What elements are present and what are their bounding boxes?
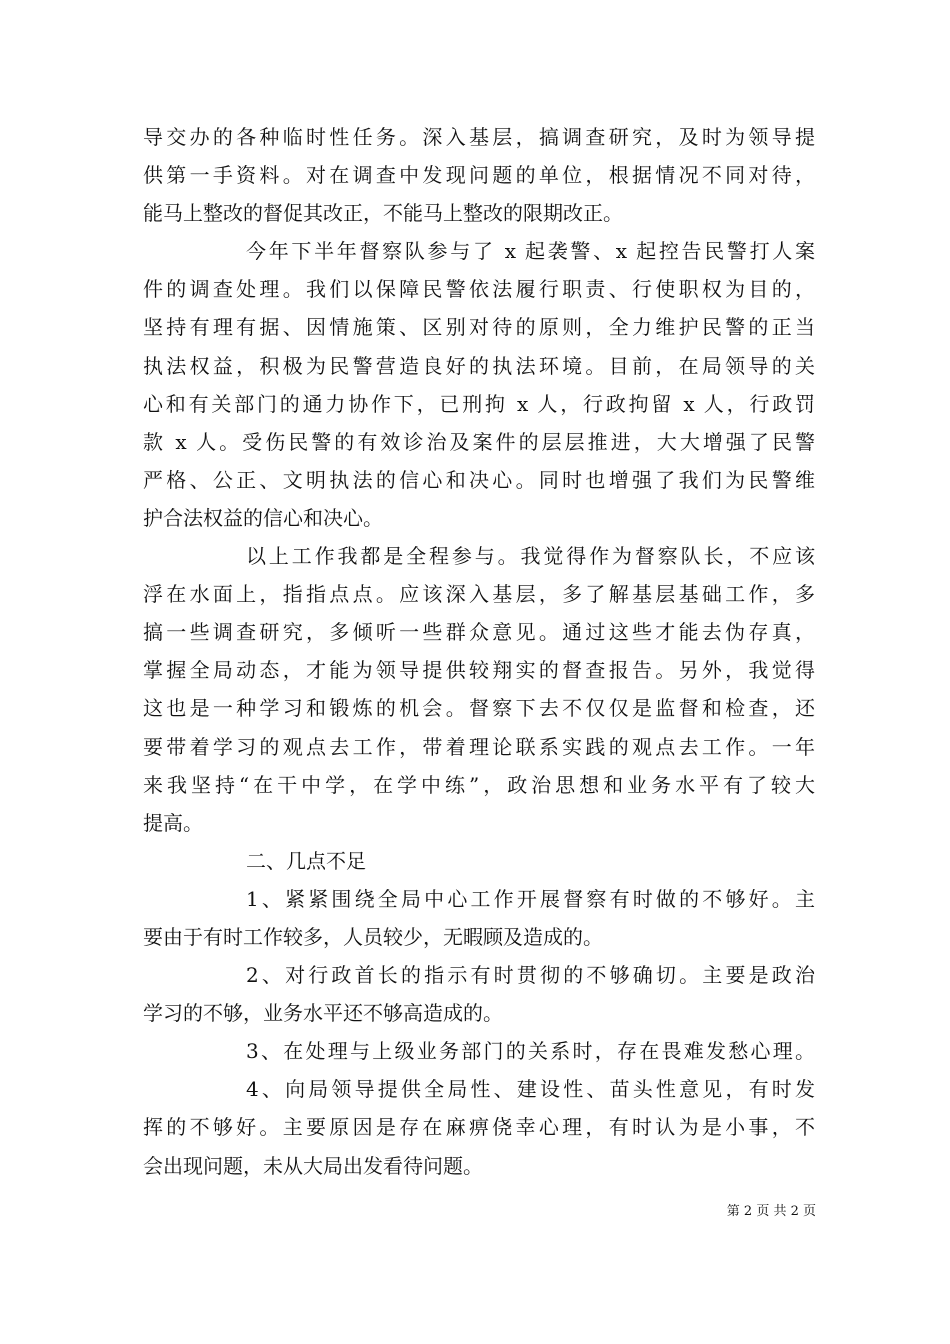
text-line: 导交办的各种临时性任务。深入基层，搞调查研究，及时为领导提	[143, 125, 815, 149]
text-line: 浮在水面上，指指点点。应该深入基层，多了解基层基础工作，多	[143, 582, 815, 607]
text-line: 掌握全局动态，才能为领导提供较翔实的督查报告。另外，我觉得	[143, 658, 815, 683]
list-item-start-line: 1、紧紧围绕全局中心工作开展督察有时做的不够好。主	[246, 886, 815, 911]
document-body	[143, 118, 815, 1185]
paragraph-start-line: 以上工作我都是全程参与。我觉得作为督察队长，不应该	[246, 544, 815, 569]
text-line: 来我坚持“在干中学，在学中练”，政治思想和业务水平有了较大	[143, 772, 815, 797]
list-item-start-line: 4、向局领导提供全局性、建设性、苗头性意见，有时发	[246, 1077, 815, 1102]
text-line: 要由于有时工作较多，人员较少，无暇顾及造成的。	[143, 924, 603, 949]
section-heading: 二、几点不足	[246, 848, 366, 873]
text-line: 这也是一种学习和锻炼的机会。督察下去不仅仅是监督和检查，还	[143, 696, 815, 721]
text-line: 能马上整改的督促其改正，不能马上整改的限期改正。	[143, 201, 623, 226]
list-item-start-line: 3、在处理与上级业务部门的关系时，存在畏难发愁心理。	[246, 1039, 815, 1064]
text-line: 提高。	[143, 810, 203, 835]
page-number-footer: 第 2 页 共 2 页	[726, 1204, 816, 1219]
text-line: 护合法权益的信心和决心。	[143, 505, 383, 530]
text-line: 要带着学习的观点去工作，带着理论联系实践的观点去工作。一年	[143, 734, 815, 759]
text-line: 执法权益，积极为民警营造良好的执法环境。目前，在局领导的关	[143, 353, 815, 378]
text-line: 学习的不够，业务水平还不够高造成的。	[143, 1001, 503, 1026]
text-line: 供第一手资料。对在调查中发现问题的单位，根据情况不同对待，	[143, 163, 815, 188]
text-line: 件的调查处理。我们以保障民警依法履行职责、行使职权为目的，	[143, 277, 815, 302]
paragraph-start-line: 今年下半年督察队参与了 x 起袭警、x 起控告民警打人案	[246, 239, 815, 264]
text-line: 心和有关部门的通力协作下，已刑拘 x 人，行政拘留 x 人，行政罚	[143, 391, 815, 416]
text-line: 挥的不够好。主要原因是存在麻痹侥幸心理，有时认为是小事，不	[143, 1115, 815, 1140]
text-line: 坚持有理有据、因情施策、区别对待的原则，全力维护民警的正当	[143, 315, 815, 340]
text-line: 搞一些调查研究，多倾听一些群众意见。通过这些才能去伪存真，	[143, 620, 815, 645]
list-item-start-line: 2、对行政首长的指示有时贯彻的不够确切。主要是政治	[246, 963, 815, 988]
text-line: 会出现问题，未从大局出发看待问题。	[143, 1153, 483, 1178]
text-line: 严格、公正、文明执法的信心和决心。同时也增强了我们为民警维	[143, 467, 815, 492]
text-line: 款 x 人。受伤民警的有效诊治及案件的层层推进，大大增强了民警	[143, 429, 815, 454]
